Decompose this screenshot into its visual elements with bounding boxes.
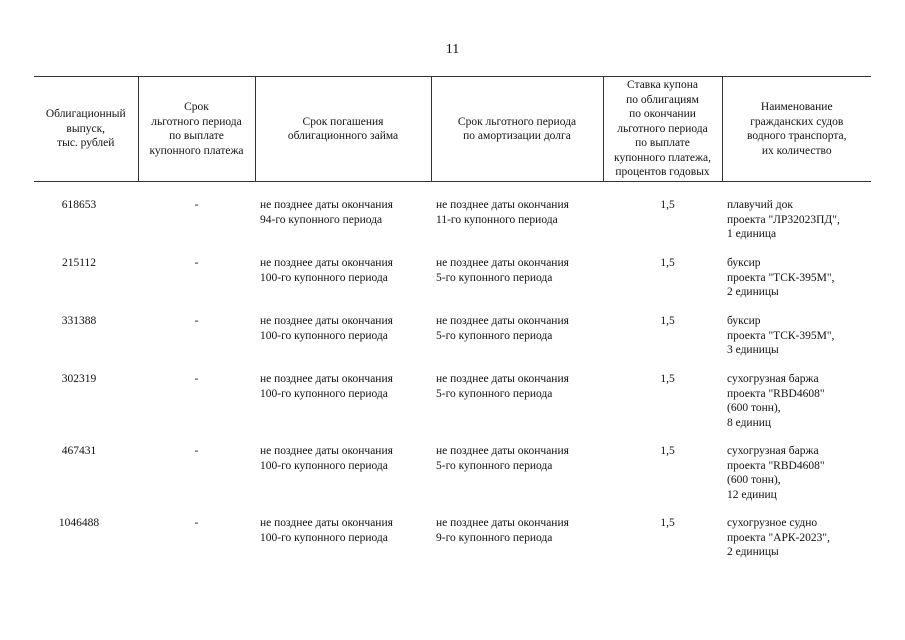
maturity: не позднее даты окончания 100-го купонного периода [260, 257, 393, 284]
grace-amortization: не позднее даты окончания 11-го купонного периода [436, 199, 569, 226]
grace-coupon: - [194, 373, 199, 385]
maturity: не позднее даты окончания 100-го купонного периода [260, 517, 393, 544]
header-issue: Облигационный выпуск, тыс. рублей [34, 77, 138, 182]
grace-coupon: - [194, 257, 199, 269]
issue-amount: 618653 [61, 199, 97, 211]
issue-amount: 215112 [61, 257, 97, 269]
bonds-table [34, 76, 871, 574]
vessels: сухогрузная баржа проекта "RBD4608" (600 тонн), 8 единиц [727, 373, 825, 429]
coupon-rate: 1,5 [660, 373, 675, 385]
grace-coupon: - [194, 517, 199, 529]
maturity: не позднее даты окончания 100-го купонного периода [260, 315, 393, 342]
coupon-rate: 1,5 [660, 257, 675, 269]
vessels: буксир проекта "ТСК-395М", 3 единицы [727, 315, 835, 356]
vessels: сухогрузное судно проекта "АРК-2023", 2 единицы [727, 517, 830, 558]
grace-coupon: - [194, 445, 199, 457]
header-grace-amortization: Срок льготного периода по амортизации долга [431, 77, 603, 182]
grace-amortization: не позднее даты окончания 5-го купонного периода [436, 445, 569, 472]
coupon-rate: 1,5 [660, 445, 675, 457]
coupon-rate: 1,5 [660, 199, 675, 211]
vessels: плавучий док проекта "ЛР32023ПД", 1 единица [727, 199, 840, 240]
grace-coupon: - [194, 199, 199, 211]
header-maturity: Срок погашения облигационного займа [255, 77, 431, 182]
table-row [34, 256, 871, 314]
coupon-rate: 1,5 [660, 315, 675, 327]
grace-amortization: не позднее даты окончания 5-го купонного периода [436, 315, 569, 342]
issue-amount: 331388 [61, 315, 97, 327]
coupon-rate: 1,5 [660, 517, 675, 529]
grace-amortization: не позднее даты окончания 5-го купонного периода [436, 257, 569, 284]
table-row [34, 314, 871, 372]
header-vessels: Наименование гражданских судов водного транспорта, их количество [722, 77, 871, 182]
grace-amortization: не позднее даты окончания 9-го купонного периода [436, 517, 569, 544]
header-row [34, 77, 871, 182]
issue-amount: 302319 [61, 373, 97, 385]
grace-coupon: - [194, 315, 199, 327]
issue-amount: 1046488 [58, 517, 100, 529]
page-number: 11 [445, 42, 460, 57]
vessels: сухогрузная баржа проекта "RBD4608" (600 тонн), 12 единиц [727, 445, 825, 501]
maturity: не позднее даты окончания 94-го купонного периода [260, 199, 393, 226]
table-header [34, 77, 871, 182]
grace-amortization: не позднее даты окончания 5-го купонного периода [436, 373, 569, 400]
header-coupon-rate: Ставка купона по облигациям по окончании льготного периода по выплате купонного платежа, процентов годовых [603, 77, 722, 182]
table-row [34, 516, 871, 574]
issue-amount: 467431 [61, 445, 97, 457]
table-row [34, 182, 871, 257]
table-row [34, 444, 871, 516]
table-body [34, 182, 871, 575]
header-grace-coupon: Срок льготного периода по выплате купонного платежа [138, 77, 255, 182]
vessels: буксир проекта "ТСК-395М", 2 единицы [727, 257, 835, 298]
maturity: не позднее даты окончания 100-го купонного периода [260, 373, 393, 400]
maturity: не позднее даты окончания 100-го купонного периода [260, 445, 393, 472]
table-row [34, 372, 871, 444]
